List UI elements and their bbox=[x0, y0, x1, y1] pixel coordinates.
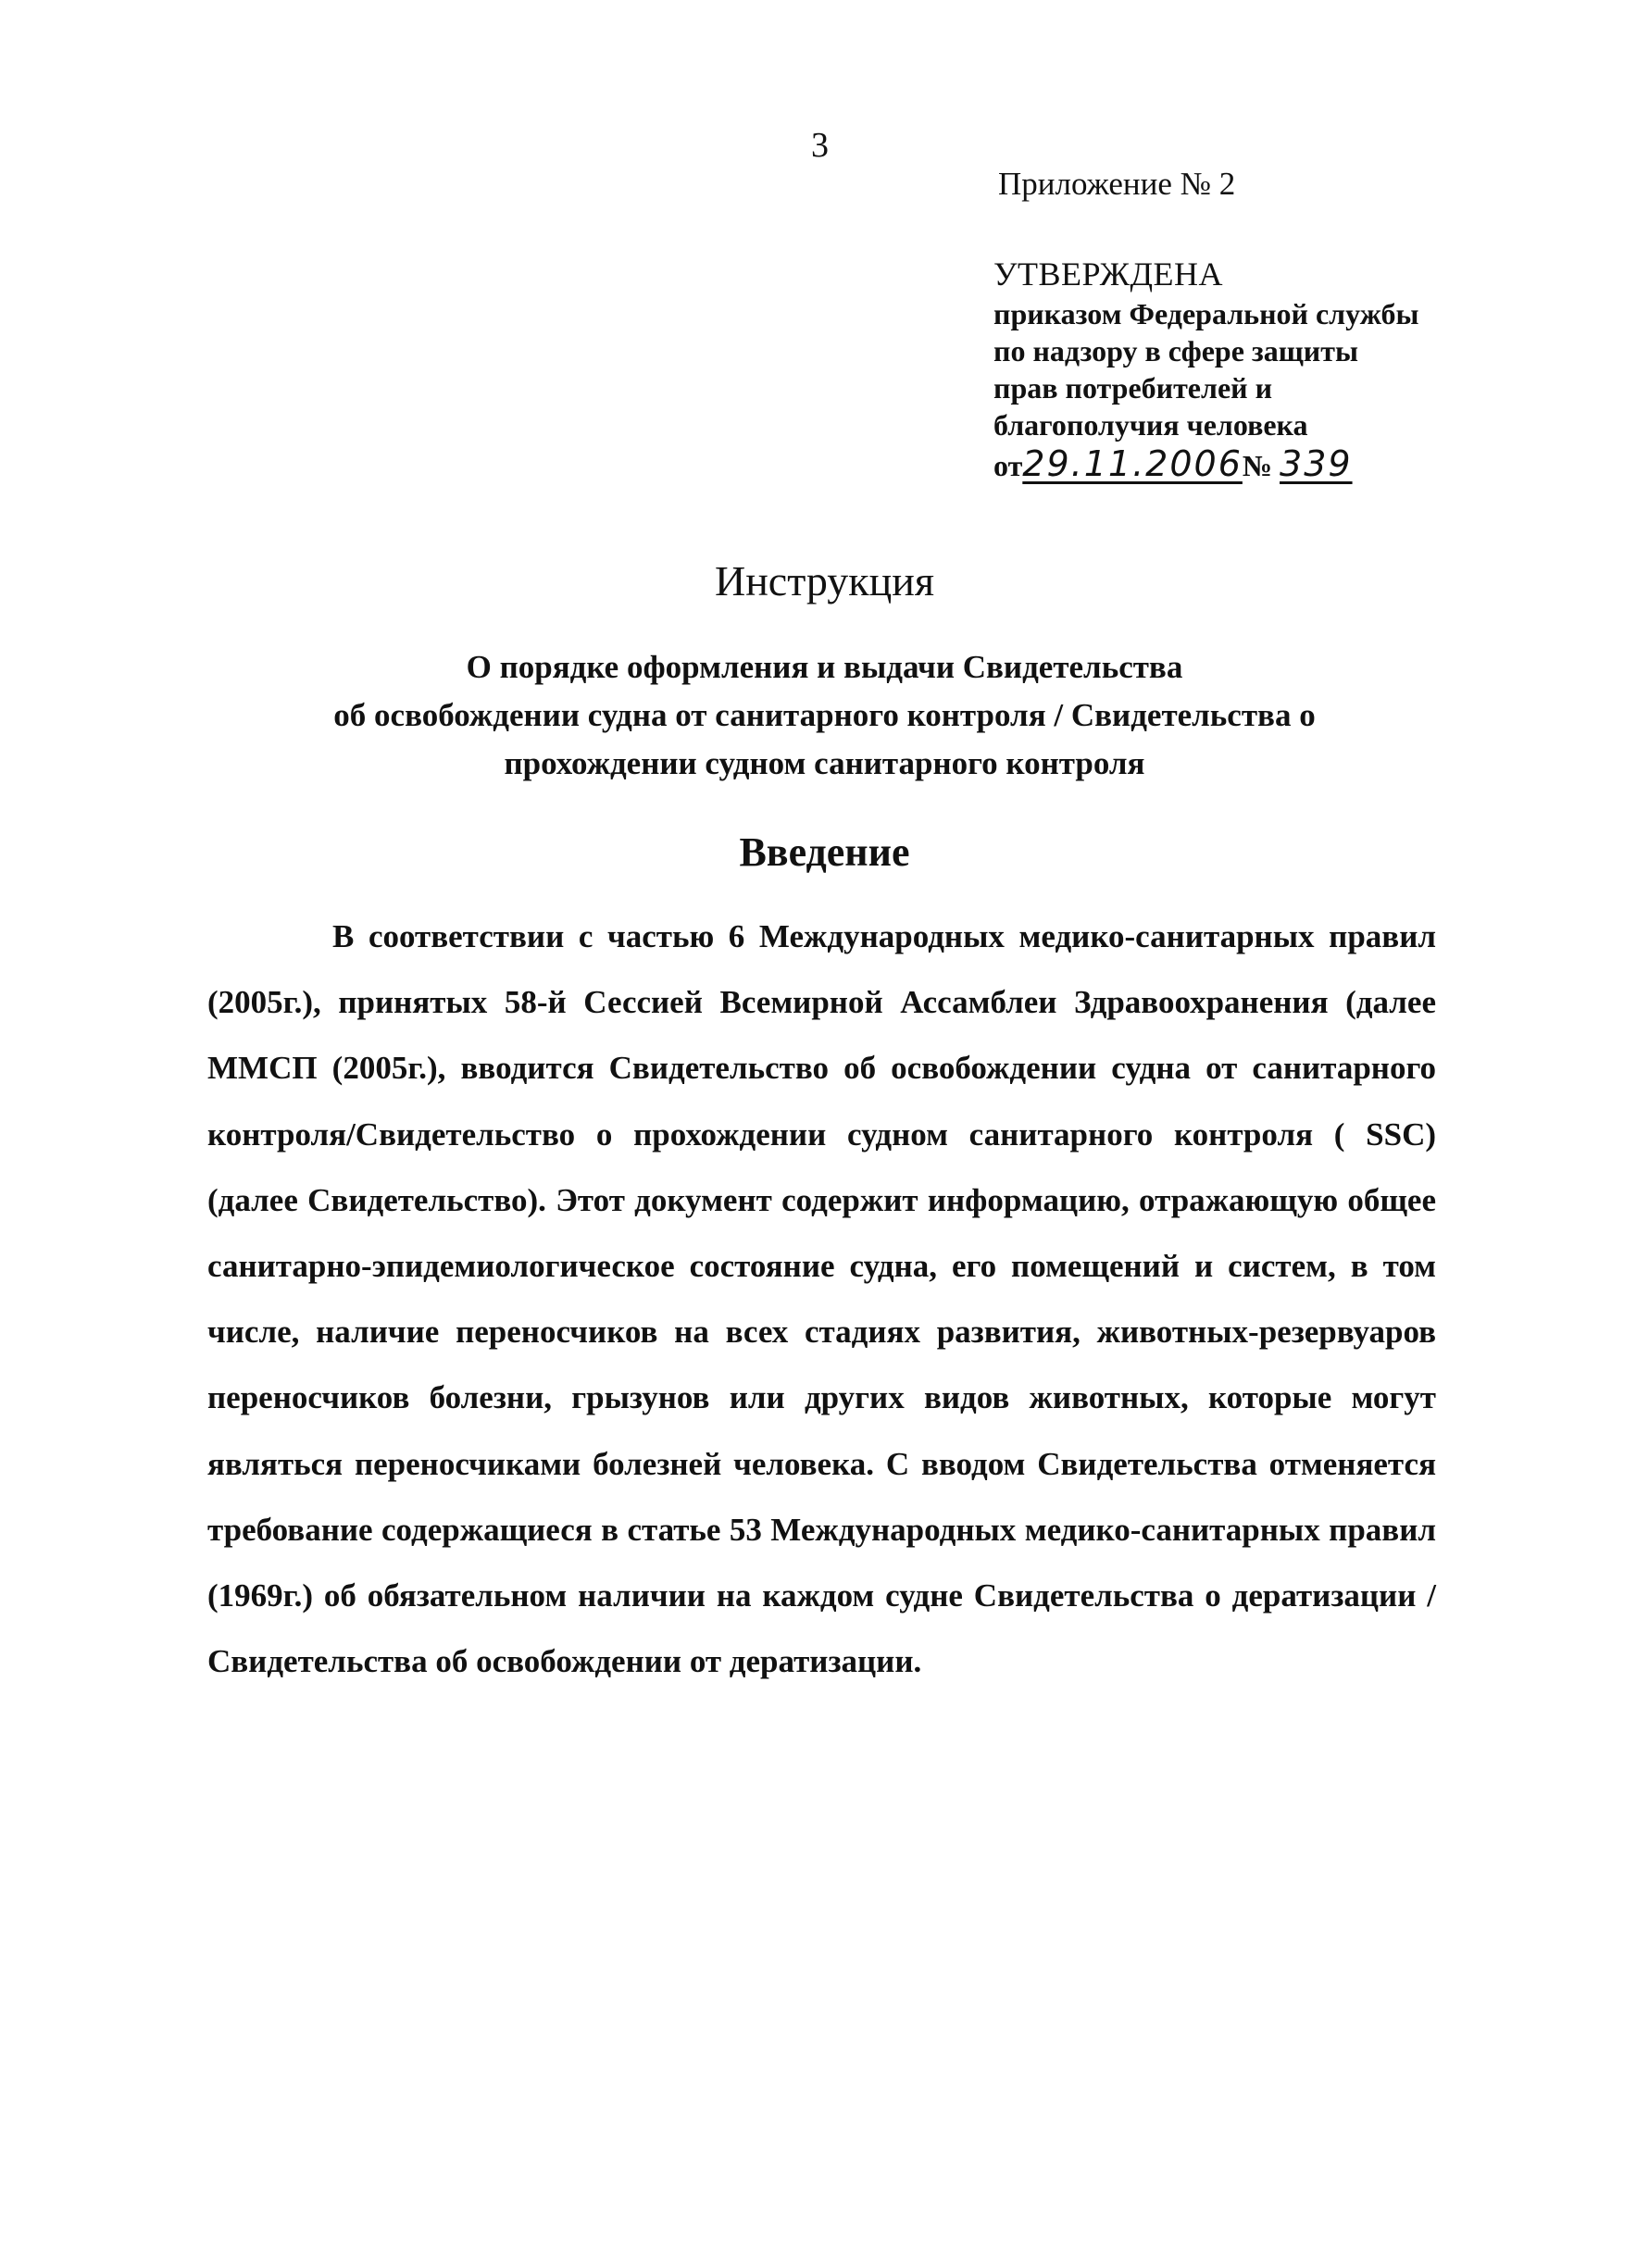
approval-line: приказом Федеральной службы bbox=[993, 297, 1419, 331]
introduction-paragraph: В соответствии с частью 6 Международных медико-санитарных правил (2005г.), принятых 58-й Сессией Всемирной Ассамблеи Здравоохранения (далее ММСП (2005г.), вводится Свидетельство об освобождении судна от санитарного контроля/Свидетельство о прохождении судном санитарного контроля ( SSC) (далее Свидетельство). Этот документ содержит информацию, отражающую общее санитарно-эпидемиологическое состояние судна, его помещений и систем, в том числе, наличие переносчиков на всех стадиях развития, животных-резервуаров переносчиков болезни, грызунов или других видов животных, которые могут являться переносчиками болезней человека. С вводом Свидетельства отменяется требование содержащиеся в статье 53 Международных медико-санитарных правил (1969г.) об обязательном наличии на каждом судне Свидетельства о дератизации / Свидетельства об освобождении от дератизации. bbox=[207, 918, 1436, 1680]
approval-line: по надзору в сфере защиты bbox=[993, 334, 1358, 368]
approval-date-line bbox=[993, 443, 1549, 486]
subtitle-line: об освобождении судна от санитарного контроля / Свидетельства о bbox=[333, 697, 1316, 733]
subtitle-line: прохождении судном санитарного контроля bbox=[504, 745, 1145, 781]
approval-line: благополучия человека bbox=[993, 408, 1308, 442]
approval-authority bbox=[993, 295, 1549, 443]
handwritten-date: 29.11.2006 bbox=[1022, 443, 1243, 485]
document-subtitle bbox=[185, 643, 1464, 788]
section-heading: Введение bbox=[739, 829, 910, 875]
approval-line: прав потребителей и bbox=[993, 371, 1273, 405]
document-title: Инструкция bbox=[714, 557, 935, 604]
approval-block bbox=[993, 165, 1549, 486]
date-prefix: от bbox=[993, 449, 1023, 483]
handwritten-order-number: 339 bbox=[1280, 443, 1353, 485]
approved-word: УТВЕРЖДЕНА bbox=[993, 255, 1224, 293]
subtitle-line: О порядке оформления и выдачи Свидетельства bbox=[466, 649, 1183, 685]
appendix-label: Приложение № 2 bbox=[998, 166, 1236, 202]
number-prefix: № bbox=[1242, 449, 1273, 483]
page-number: 3 bbox=[811, 126, 829, 165]
